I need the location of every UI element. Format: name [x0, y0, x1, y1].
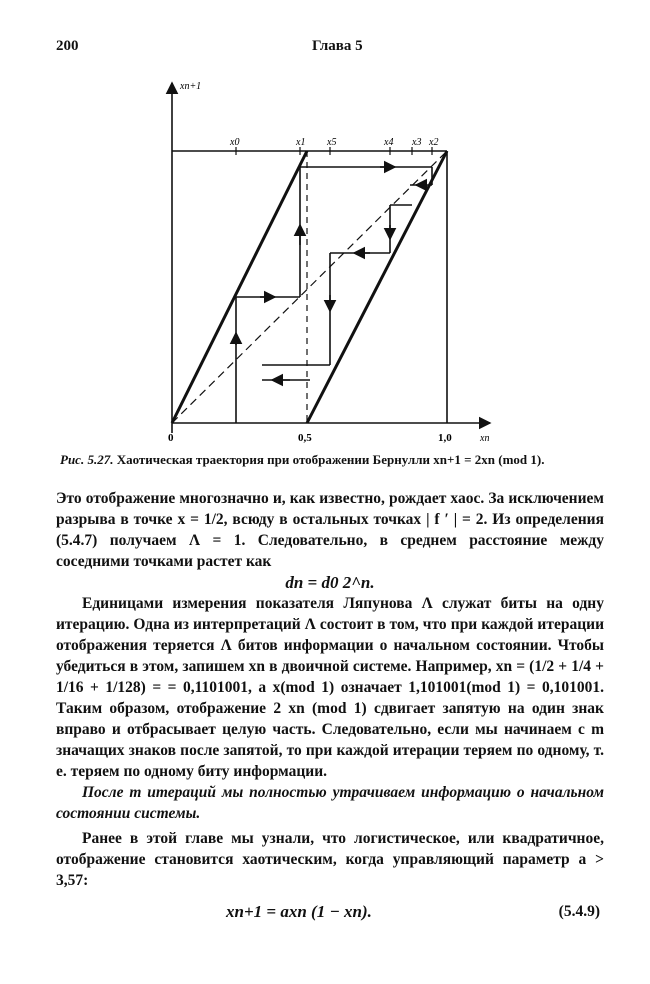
figure-caption — [60, 452, 620, 468]
equation-number: (5.4.9) — [558, 903, 600, 920]
x-tick-1-0: 1,0 — [438, 432, 452, 444]
trajectory — [236, 167, 432, 423]
equation-row — [56, 901, 604, 927]
paragraph-1: Это отображение многозначно и, как известно, рождает хаос. За исключением разрыва в точке x = 1/2, всюду в остальных точках | f ′ | = 2. Из определения (5.4.7) получаем Λ = 1. Следовательно, в среднем расстояние между соседними точками растет как — [56, 490, 604, 570]
caption-label: Рис. 5.27. — [60, 452, 114, 467]
caption-text: Хаотическая траектория при отображении Бернулли xn+1 = 2xn (mod 1). — [116, 452, 545, 467]
logistic-equation: xn+1 = axn (1 − xn). — [226, 902, 372, 921]
x-tick-0: 0 — [168, 432, 174, 444]
label-x4: x4 — [384, 137, 394, 148]
x-axis-label: xn — [480, 433, 490, 444]
body-text — [56, 488, 604, 927]
label-x0: x0 — [230, 137, 240, 148]
paragraph-4: Ранее в этой главе мы узнали, что логистическое, или квадратичное, отображение становится хаотическим, когда управляющий параметр a > 3,57: — [56, 830, 604, 889]
paragraph-3: После m итераций мы полностью утрачиваем информацию о начальном состоянии системы. — [56, 784, 604, 822]
map-branch-left — [172, 151, 307, 423]
label-x1: x1 — [296, 137, 306, 148]
label-x3: x3 — [412, 137, 422, 148]
bernoulli-map-figure — [150, 75, 500, 450]
running-head: Глава 5 — [312, 38, 363, 54]
paragraph-2: Единицами измерения показателя Ляпунова Λ служат биты на одну итерацию. Одна из интерпретаций Λ состоит в том, что при каждой итерации отображения теряется Λ битов информации о начальном состоянии. Чтобы убедиться в этом, запишем xn в двоичной системе. Например, xn = (1/2 + 1/4 + 1/16 + 1/128) = = 0,1101001, а x(mod 1) означает 1,101001(mod 1) = 0,101001. Таким образом, отображение 2 xn (mod 1) сдвигает запятую на один знак вправо и отбрасывает целую часть. Следовательно, если мы начинаем с m значащих знаков после запятой, то при каждой итерации теряем по одному, т. е. теряем по одному биту информации. — [56, 595, 604, 780]
label-x2: x2 — [429, 137, 439, 148]
y-axis-label: xn+1 — [180, 81, 202, 92]
label-x5: x5 — [327, 137, 337, 148]
map-branch-right — [307, 151, 447, 423]
diagonal-line — [172, 151, 447, 423]
page-number: 200 — [56, 38, 79, 54]
formula-distance: dn = d0 2^n. — [285, 573, 375, 592]
x-tick-0-5: 0,5 — [298, 432, 312, 444]
